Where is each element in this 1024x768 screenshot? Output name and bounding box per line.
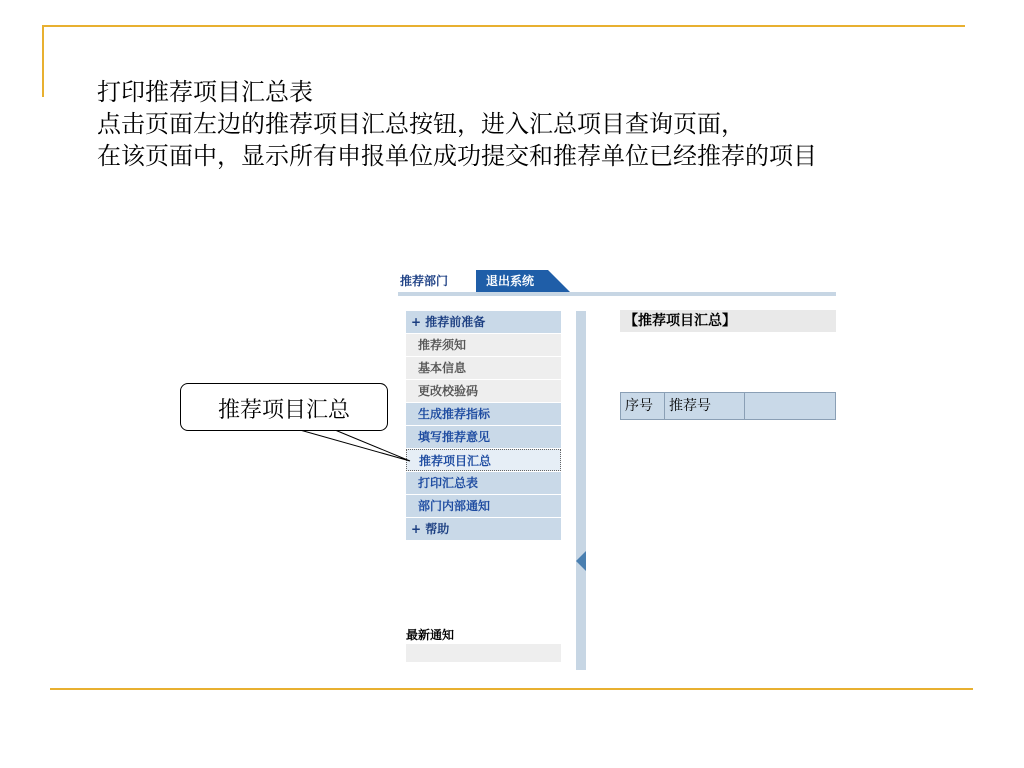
slide-line-2: 点击页面左边的推荐项目汇总按钮，进入汇总项目查询页面， xyxy=(97,110,745,138)
tab-exit-label: 退出系统 xyxy=(486,274,535,288)
menu-print-summary[interactable]: 打印汇总表 xyxy=(406,472,561,494)
tab-recommend-dept[interactable]: 推荐部门 xyxy=(400,274,449,288)
menu-project-summary[interactable]: 推荐项目汇总 xyxy=(406,449,561,471)
callout-text: 推荐项目汇总 xyxy=(217,398,350,423)
menu-generate-quota[interactable]: 生成推荐指标 xyxy=(406,403,561,425)
menu-help-header[interactable]: + 帮助 xyxy=(406,518,561,540)
menu-change-code[interactable]: 更改校验码 xyxy=(406,380,561,402)
slide-line-3: 在该页面中，显示所有申报单位成功提交和推荐单位已经推荐的项目 xyxy=(97,142,817,170)
column-header-index[interactable]: 序号 xyxy=(621,393,665,419)
column-header-recommend-no[interactable]: 推荐号 xyxy=(665,393,745,419)
menu-internal-notice[interactable]: 部门内部通知 xyxy=(406,495,561,517)
menu-prep-header[interactable]: + 推荐前准备 xyxy=(406,311,561,333)
news-title: 最新通知 xyxy=(406,628,455,642)
slide-line-1: 打印推荐项目汇总表 xyxy=(97,78,313,106)
callout-box xyxy=(180,383,388,431)
panel-title: 【推荐项目汇总】 xyxy=(620,310,836,332)
menu-guidelines[interactable]: 推荐须知 xyxy=(406,334,561,356)
menu-basic-info[interactable]: 基本信息 xyxy=(406,357,561,379)
menu-fill-opinion[interactable]: 填写推荐意见 xyxy=(406,426,561,448)
